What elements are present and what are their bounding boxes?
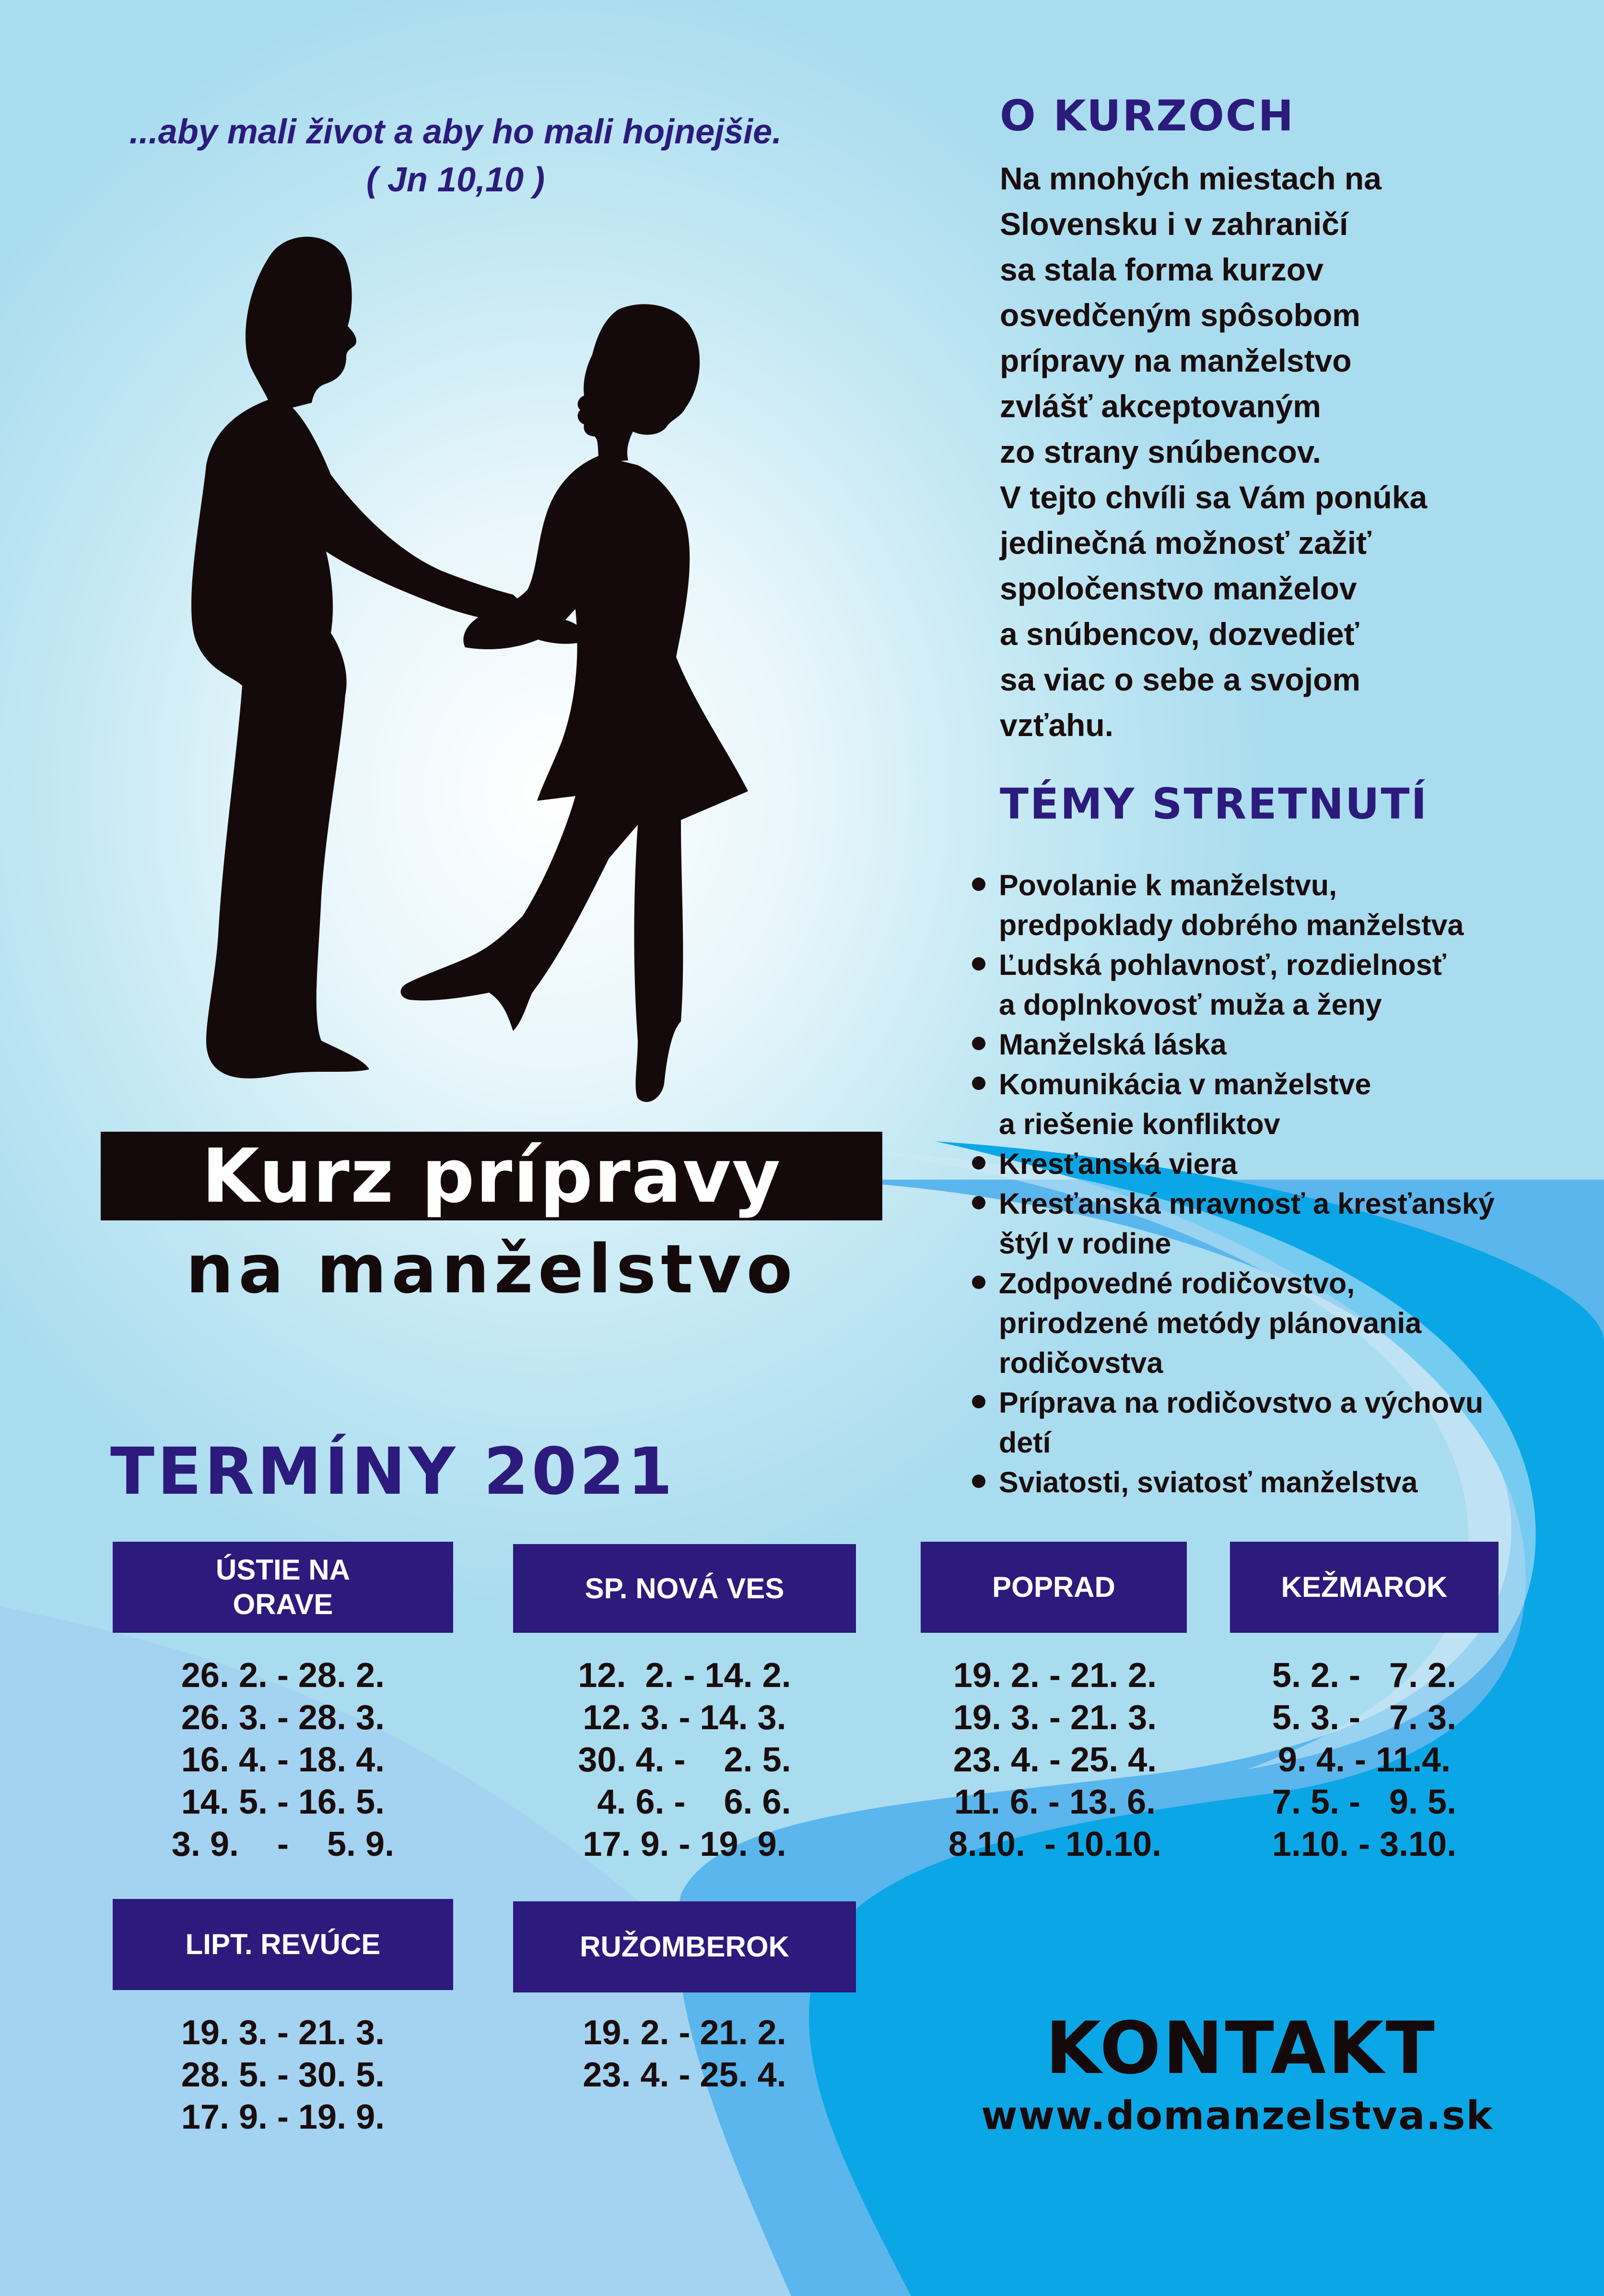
topic-item [966, 1264, 1590, 1383]
topic-text: predpoklady dobrého manželstva [999, 909, 1464, 941]
date-range: 19. 2. - 21. 2. [583, 2014, 786, 2052]
location-name: RUŽOMBEROK [580, 1931, 789, 1963]
location-name: KEŽMAROK [1281, 1571, 1448, 1603]
date-range: 19. 3. - 21. 3. [181, 2014, 385, 2052]
date-range: 8.10. - 10.10. [948, 1825, 1162, 1863]
topic-item [966, 1144, 1590, 1184]
location-kezmarok [1230, 1542, 1499, 1633]
date-range: 7. 5. - 9. 5. [1272, 1783, 1457, 1821]
about-line: osvedčeným spôsobom [1000, 297, 1360, 333]
location-lipt-revuce [113, 1899, 453, 1990]
about-line: prípravy na manželstvo [1000, 343, 1352, 378]
about-line: sa stala forma kurzov [1000, 252, 1323, 287]
about-line: a snúbencov, dozvedieť [1000, 616, 1359, 652]
topic-text: Zodpovedné rodičovstvo, [999, 1267, 1355, 1300]
date-range: 5. 2. - 7. 2. [1272, 1656, 1457, 1695]
topic-text: Kresťanská mravnosť a kresťanský [999, 1187, 1495, 1220]
dates-ustie-na-orave [113, 1654, 453, 1865]
about-line: spoločenstvo manželov [1000, 571, 1357, 606]
date-range: 23. 4. - 25. 4. [953, 1741, 1157, 1779]
date-range: 16. 4. - 18. 4. [181, 1741, 385, 1779]
about-line: sa viac o sebe a svojom [1000, 662, 1361, 697]
date-range: 30. 4. - 2. 5. [578, 1741, 791, 1779]
topics-list [966, 866, 1590, 1502]
title-line-1: Kurz prípravy [201, 1133, 782, 1219]
topic-item [966, 1065, 1590, 1144]
location-name: SP. NOVÁ VES [585, 1572, 784, 1605]
date-range: 12. 2. - 14. 2. [578, 1656, 791, 1695]
about-line: jedinečná možnosť zažiť [1000, 525, 1371, 561]
topic-item [966, 1383, 1590, 1463]
topic-text: Kresťanská viera [999, 1148, 1238, 1180]
date-range: 14. 5. - 16. 5. [181, 1783, 385, 1821]
date-range: 17. 9. - 19. 9. [583, 1825, 786, 1863]
dates-kezmarok [1213, 1654, 1515, 1865]
date-range: 28. 5. - 30. 5. [181, 2056, 385, 2094]
location-sp-nova-ves [513, 1544, 856, 1633]
location-name: LIPT. REVÚCE [185, 1928, 381, 1960]
topic-text: Sviatosti, sviatosť manželstva [999, 1466, 1418, 1499]
woman-body [401, 456, 748, 1102]
topic-text: prirodzené metódy plánovania [999, 1307, 1422, 1339]
location-name: ÚSTIE NA [215, 1554, 351, 1586]
motto-quote [62, 108, 849, 204]
topic-item [966, 866, 1590, 945]
dates-lipt-revuce [113, 2012, 453, 2138]
location-ustie-na-orave [113, 1542, 453, 1633]
date-range: 9. 4. - 11.4. [1277, 1741, 1451, 1779]
date-range: 19. 3. - 21. 3. [953, 1699, 1157, 1737]
man-head [246, 237, 356, 412]
about-line: zvlášť akceptovaným [1000, 388, 1321, 424]
topic-text: Komunikácia v manželstve [999, 1068, 1371, 1101]
topic-text: a doplnkovosť muža a ženy [999, 988, 1382, 1021]
date-range: 23. 4. - 25. 4. [583, 2056, 786, 2094]
dates-poprad [902, 1654, 1208, 1865]
topic-text: rodičovstva [999, 1347, 1163, 1379]
about-line: vzťahu. [1000, 707, 1113, 743]
topic-text: Ľudská pohlavnosť, rozdielnosť [999, 949, 1446, 981]
motto-line: ...aby mali život a aby ho mali hojnejšie. [129, 113, 782, 151]
dates-sp-nova-ves [513, 1654, 856, 1865]
location-name: POPRAD [992, 1571, 1115, 1603]
about-text [1000, 156, 1575, 748]
date-range: 26. 3. - 28. 3. [181, 1699, 385, 1737]
topic-item [966, 1184, 1590, 1264]
about-line: Na mnohých miestach na [1000, 161, 1382, 196]
dates-ruzomberok [513, 2012, 856, 2096]
about-line: zo strany snúbencov. [1000, 434, 1321, 469]
topic-text: Povolanie k manželstvu, [999, 869, 1337, 902]
motto-reference: ( Jn 10,10 ) [366, 161, 545, 199]
contact-website-link[interactable]: www.domanzelstva.sk [981, 2093, 1494, 2139]
topic-text: a riešenie konfliktov [999, 1108, 1280, 1140]
topic-item [966, 1463, 1590, 1502]
about-line: Slovensku i v zahraničí [1000, 206, 1348, 242]
date-range: 3. 9. - 5. 9. [171, 1825, 395, 1863]
date-range: 5. 3. - 7. 3. [1272, 1699, 1457, 1737]
topic-text: Manželská láska [999, 1028, 1227, 1061]
topic-text: detí [999, 1426, 1051, 1459]
location-name: ORAVE [233, 1588, 333, 1620]
topic-item [966, 945, 1590, 1025]
location-ruzomberok [513, 1901, 856, 1992]
about-heading: O KURZOCH [1000, 91, 1295, 141]
date-range: 19. 2. - 21. 2. [953, 1656, 1157, 1695]
about-line: V tejto chvíli sa Vám ponúka [1000, 480, 1428, 515]
date-range: 4. 6. - 6. 6. [578, 1783, 791, 1821]
couple-silhouette [129, 225, 825, 1146]
date-range: 11. 6. - 13. 6. [954, 1783, 1156, 1821]
title-line-2: na manželstvo [186, 1230, 797, 1309]
topic-text: Príprava na rodičovstvo a výchovu [999, 1386, 1484, 1419]
woman-head [578, 304, 700, 463]
date-range: 17. 9. - 19. 9. [181, 2098, 385, 2136]
date-range: 26. 2. - 28. 2. [181, 1656, 385, 1695]
contact-heading: KONTAKT [1045, 2007, 1437, 2090]
location-poprad [921, 1542, 1187, 1633]
terms-heading: TERMÍNY 2021 [110, 1434, 676, 1509]
date-range: 1.10. - 3.10. [1272, 1825, 1457, 1863]
topic-item [966, 1025, 1590, 1065]
topics-heading: TÉMY STRETNUTÍ [1000, 779, 1428, 829]
date-range: 12. 3. - 14. 3. [583, 1699, 786, 1737]
topic-text: štýl v rodine [999, 1227, 1171, 1260]
